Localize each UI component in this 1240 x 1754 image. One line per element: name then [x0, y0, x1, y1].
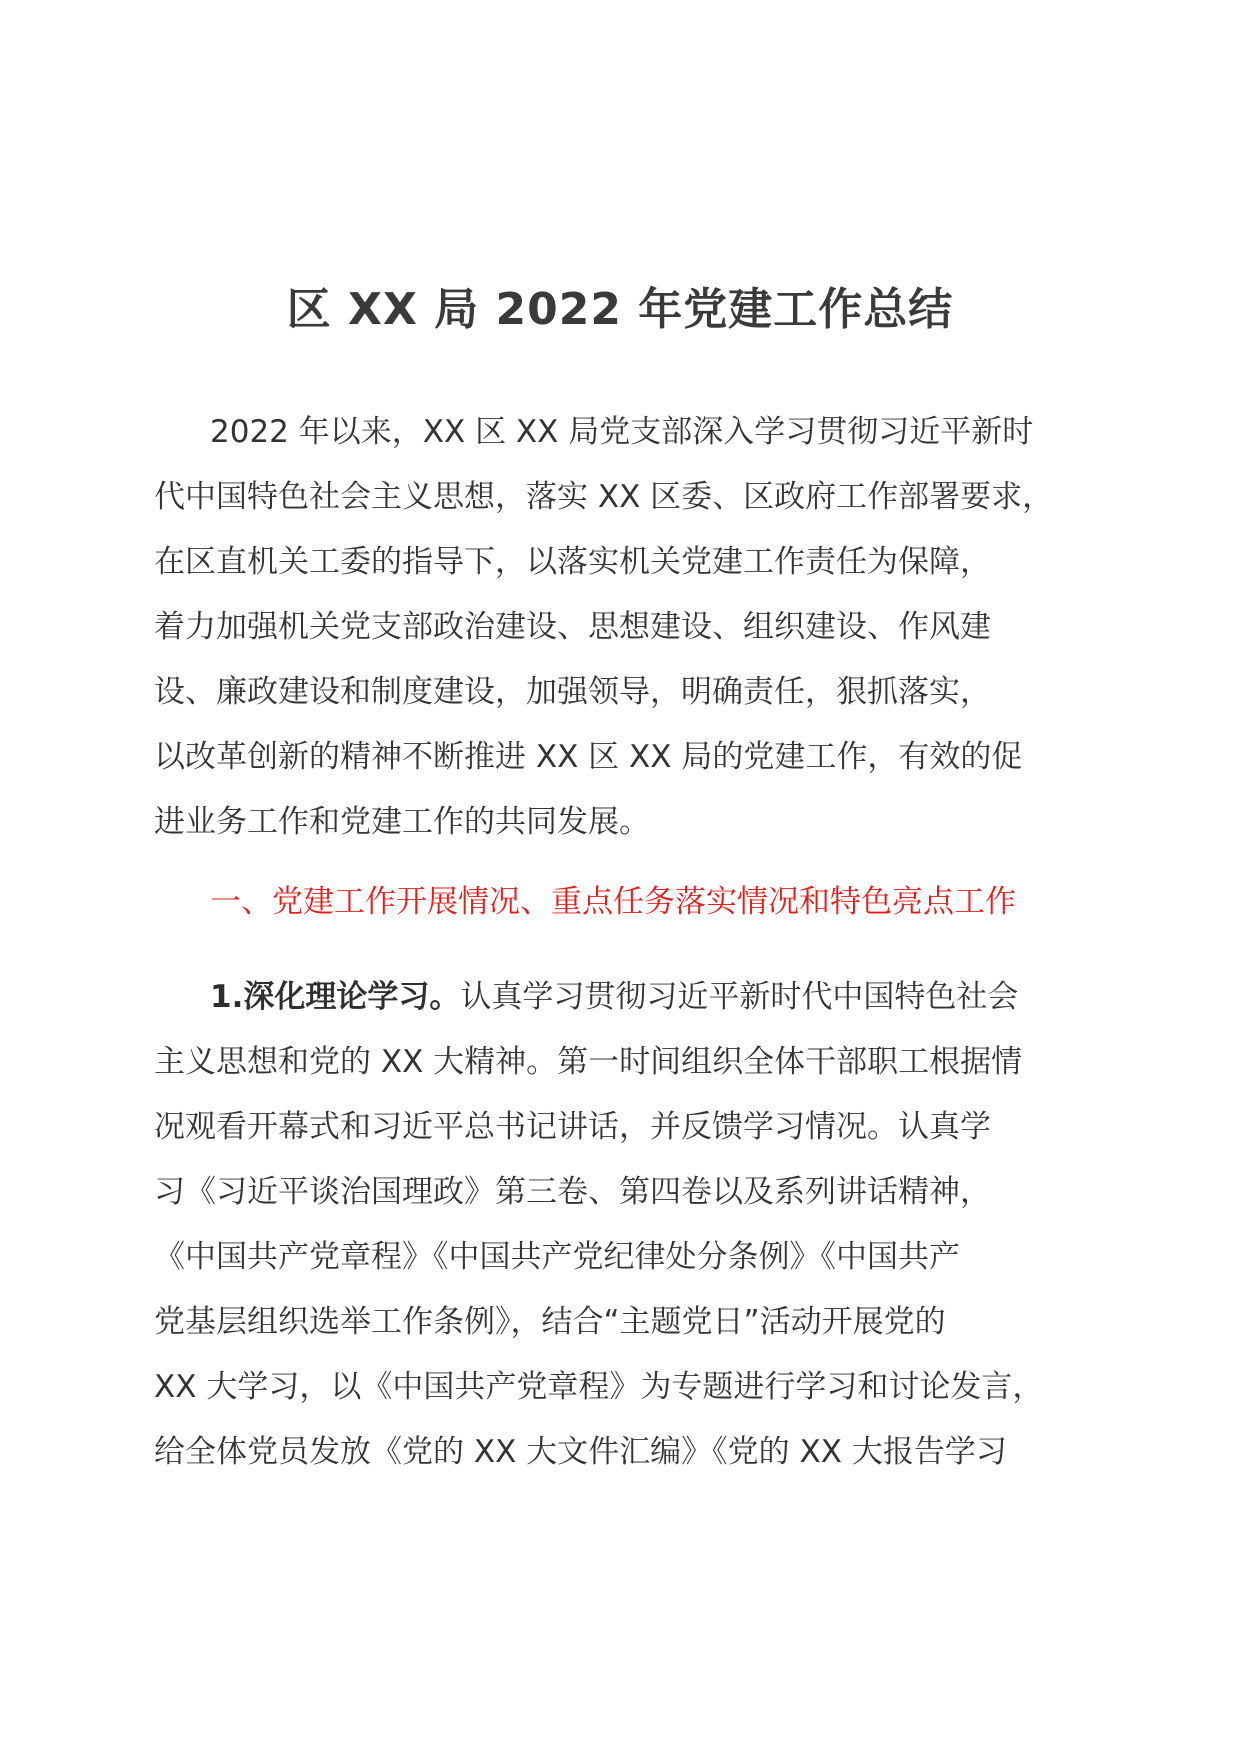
paragraph-line: 习《习近平谈治国理政》第三卷、第四卷以及系列讲话精神，: [154, 1174, 991, 1210]
paragraph-line: 主义思想和党的 XX 大精神。第一时间组织全体干部职工根据情: [154, 1044, 1023, 1080]
paragraph-line: 给全体党员发放《党的 XX 大文件汇编》《党的 XX 大报告学习: [154, 1434, 1007, 1470]
document-title: 区 XX 局 2022 年党建工作总结: [286, 284, 954, 335]
section-heading: 一、党建工作开展情况、重点任务落实情况和特色亮点工作: [210, 884, 1016, 920]
paragraph-line: XX 大学习，以《中国共产党章程》为专题进行学习和讨论发言，: [154, 1369, 1044, 1405]
paragraph-line: [154, 965, 1114, 1030]
intro-paragraph: [154, 400, 1114, 855]
item-1-paragraph: [154, 965, 1114, 1485]
paragraph-line: 进业务工作和党建工作的共同发展。: [154, 804, 650, 840]
item-1-first-line: 认真学习贯彻习近平新时代中国特色社会: [460, 979, 1019, 1015]
paragraph-line: 2022 年以来，XX 区 XX 局党支部深入学习贯彻习近平新时: [210, 414, 1034, 450]
paragraph-line: 以改革创新的精神不断推进 XX 区 XX 局的党建工作，有效的促: [154, 739, 1023, 775]
paragraph-line: 代中国特色社会主义思想，落实 XX 区委、区政府工作部署要求，: [154, 479, 1054, 515]
paragraph-line: 在区直机关工委的指导下，以落实机关党建工作责任为保障，: [154, 544, 991, 580]
item-1-lead: 1.深化理论学习。: [210, 979, 461, 1015]
paragraph-line: 《中国共产党章程》《中国共产党纪律处分条例》《中国共产: [154, 1239, 960, 1275]
paragraph-line: 设、廉政建设和制度建设，加强领导，明确责任，狠抓落实，: [154, 674, 991, 710]
paragraph-line: 况观看开幕式和习近平总书记讲话，并反馈学习情况。认真学: [154, 1109, 991, 1145]
paragraph-line: 党基层组织选举工作条例》，结合“主题党日”活动开展党的: [154, 1304, 946, 1340]
paragraph-line: 着力加强机关党支部政治建设、思想建设、组织建设、作风建: [154, 609, 991, 645]
